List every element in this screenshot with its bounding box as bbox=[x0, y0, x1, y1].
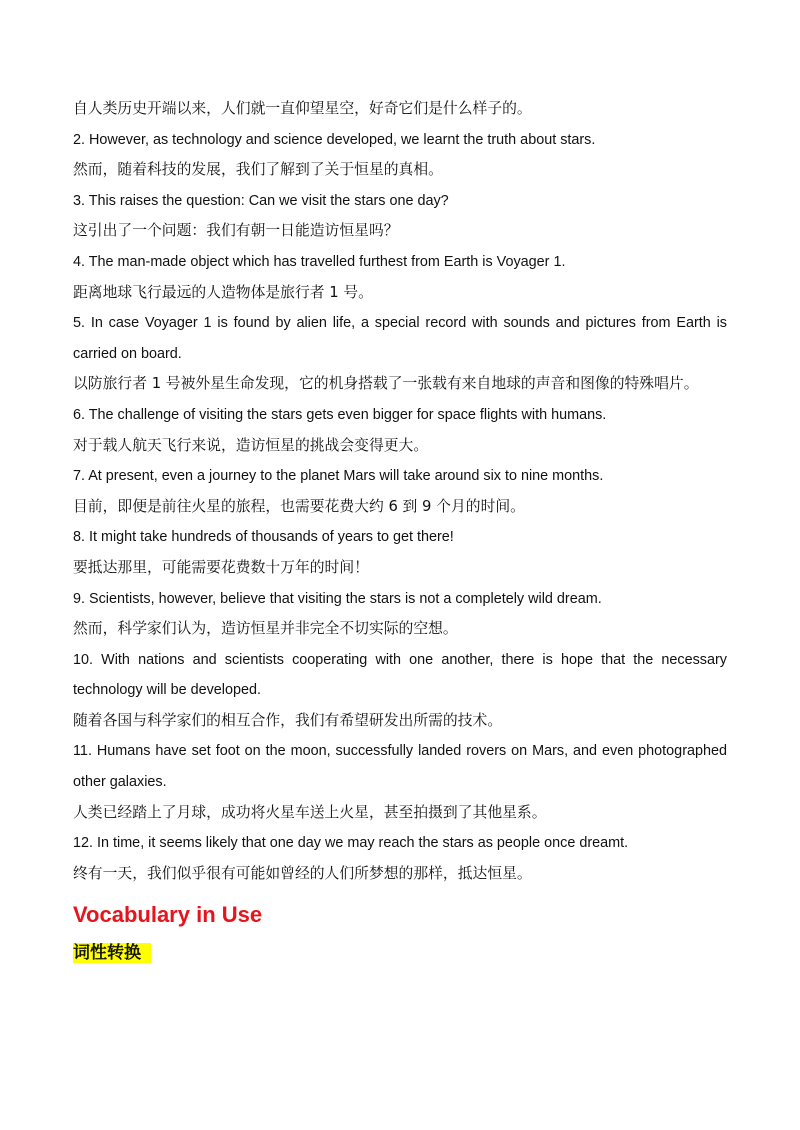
chinese-translation: 以防旅行者 1 号被外星生命发现，它的机身搭载了一张载有来自地球的声音和图像的特殊唱片。 bbox=[73, 375, 699, 393]
chinese-translation: 人类已经踏上了月球，成功将火星车送上火星，甚至拍摄到了其他星系。 bbox=[73, 803, 547, 821]
chinese-translation: 终有一天，我们似乎很有可能如曾经的人们所梦想的那样，抵达恒星。 bbox=[73, 864, 532, 882]
document-page bbox=[73, 94, 727, 965]
chinese-translation: 然而，随着科技的发展，我们了解到了关于恒星的真相。 bbox=[73, 161, 443, 179]
chinese-translation: 自人类历史开端以来，人们就一直仰望星空，好奇它们是什么样子的。 bbox=[73, 100, 532, 117]
section-heading: Vocabulary in Use bbox=[73, 902, 263, 928]
english-sentence: 8. It might take hundreds of thousands of years to get there! bbox=[73, 529, 454, 546]
english-sentence: 7. At present, even a journey to the planet Mars will take around six to nine months. bbox=[73, 468, 604, 485]
chinese-translation: 然而，科学家们认为，造访恒星并非完全不切实际的空想。 bbox=[73, 620, 458, 638]
subheading-text: 词性转换 bbox=[73, 943, 151, 963]
chinese-translation: 对于载人航天飞行来说，造访恒星的挑战会变得更大。 bbox=[73, 436, 429, 454]
english-sentence: 12. In time, it seems likely that one day we may reach the stars as people once dreamt. bbox=[73, 835, 629, 852]
subheading bbox=[73, 941, 727, 965]
english-sentence: 2. However, as technology and science developed, we learnt the truth about stars. bbox=[73, 131, 596, 148]
chinese-translation: 距离地球飞行最远的人造物体是旅行者 1 号。 bbox=[73, 283, 373, 301]
chinese-translation: 随着各国与科学家们的相互合作，我们有希望研发出所需的技术。 bbox=[73, 711, 503, 729]
chinese-translation: 这引出了一个问题：我们有朝一日能造访恒星吗？ bbox=[73, 222, 399, 240]
english-sentence: 11. Humans have set foot on the moon, successfully landed rovers on Mars, and even photographed other galaxies. bbox=[73, 743, 727, 791]
english-sentence: 6. The challenge of visiting the stars gets even bigger for space flights with humans. bbox=[73, 406, 607, 423]
english-sentence: 9. Scientists, however, believe that visiting the stars is not a completely wild dream. bbox=[73, 590, 602, 607]
english-sentence: 4. The man-made object which has travelled furthest from Earth is Voyager 1. bbox=[73, 253, 566, 270]
chinese-translation: 要抵达那里，可能需要花费数十万年的时间！ bbox=[73, 558, 369, 576]
sentence-list bbox=[73, 94, 727, 889]
english-sentence: 5. In case Voyager 1 is found by alien life, a special record with sounds and pictures from Earth is carried on board. bbox=[73, 315, 727, 362]
english-sentence: 3. This raises the question: Can we visit the stars one day? bbox=[73, 192, 449, 209]
chinese-translation: 目前，即便是前往火星的旅程，也需要花费大约 6 到 9 个月的时间。 bbox=[73, 497, 525, 515]
english-sentence: 10. With nations and scientists cooperating with one another, there is hope that the necessary technology will be developed. bbox=[73, 651, 727, 699]
